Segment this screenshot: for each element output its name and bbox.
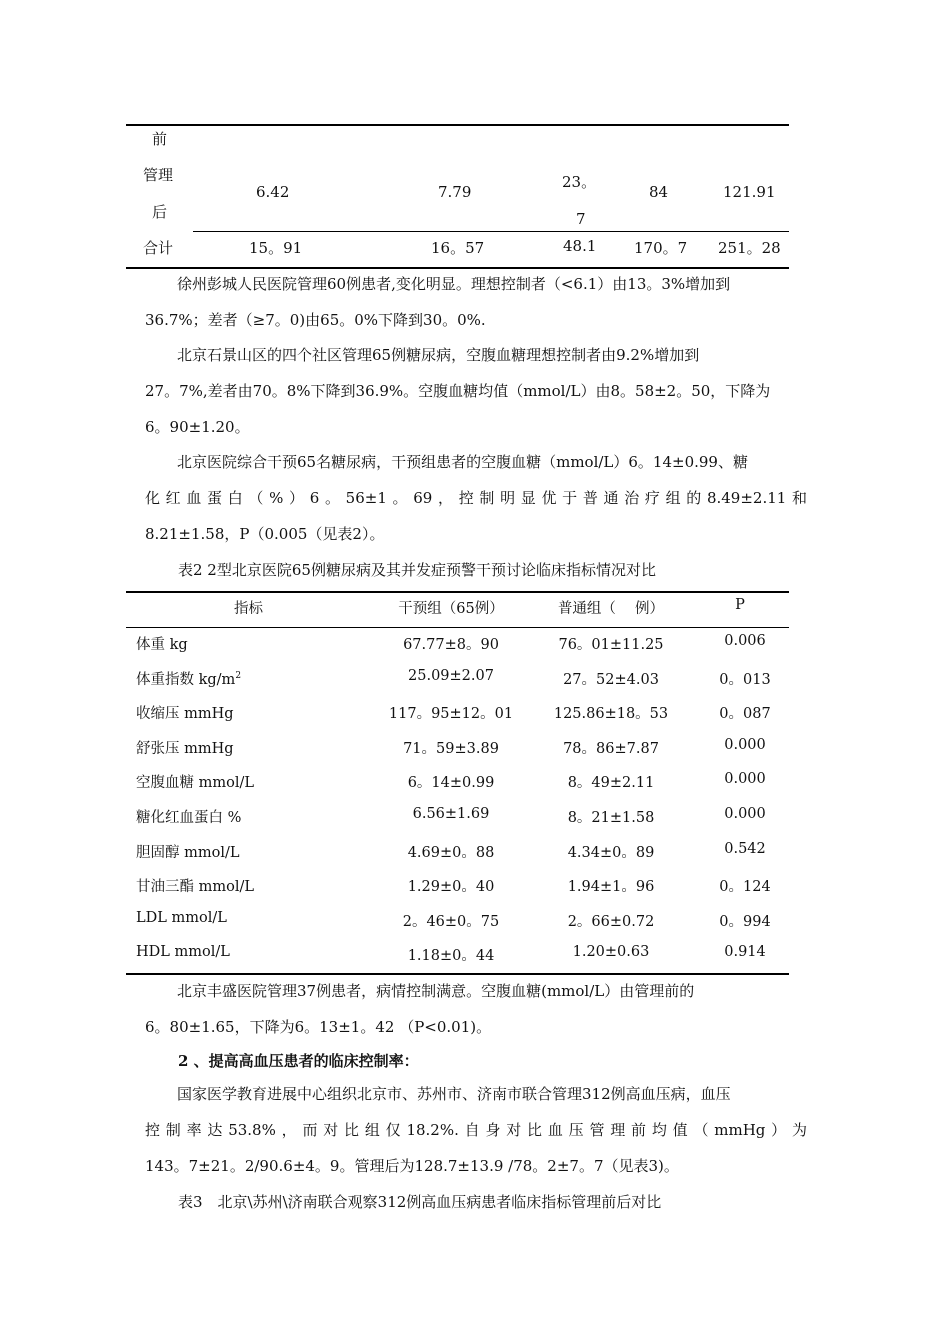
- table2-row-intervention-value: 4.69±0。88: [407, 844, 495, 861]
- paragraph-xuzhou: [145, 266, 807, 338]
- table2-row-superscript: 2: [235, 670, 242, 681]
- table2-row-indicator: HDL mmol/L: [136, 944, 230, 961]
- table2-row-p-value: 0.006: [724, 633, 766, 649]
- table2-row-p-value: 0.000: [724, 771, 766, 788]
- table2-row-normal-value: 76。01±11.25: [558, 637, 664, 653]
- table2-header-rule: [126, 627, 789, 628]
- table2-header-p: P: [735, 597, 745, 613]
- table2-row-indicator: 体重 kg: [136, 637, 188, 653]
- table1-split-value-part: 7: [576, 210, 586, 228]
- paragraph-line: 国家医学教育进展中心组织北京市、苏州市、济南市联合管理312例高血压病，血压: [177, 1085, 731, 1103]
- table2-row-indicator: 胆固醇 mmol/L: [136, 844, 240, 861]
- table1-top-rule: [126, 124, 789, 126]
- table1-after-col2: 7.79: [438, 183, 472, 201]
- table2-header-indicator: 指标: [234, 601, 263, 617]
- table1-total-col2: 16。57: [431, 239, 485, 257]
- table1-total-col3: 48.1: [563, 237, 597, 255]
- table2-row-normal-value: 27。52±4.03: [563, 671, 659, 688]
- paragraph-line: 化红血蛋白（%）6。56±1。69，控制明显优于普通治疗组的8.49±2.11和: [145, 489, 807, 507]
- table1-total-col5: 251。28: [718, 239, 781, 257]
- table2-row-intervention-value: 71。59±3.89: [403, 740, 499, 757]
- paragraph-line: 8.21±1.58，P（0.005（见表2）。: [145, 525, 385, 543]
- paragraph-national: [145, 1076, 807, 1184]
- table2-row-p-value: 0.000: [724, 736, 766, 753]
- table2-row-indicator: 空腹血糖 mmol/L: [136, 775, 254, 792]
- table2-header-normal: 普通组（ 例）: [557, 601, 665, 617]
- table2-row-p-value: 0。994: [719, 913, 771, 930]
- table1-after-col4: 84: [649, 183, 669, 201]
- table2-row-intervention-value: 2。46±0。75: [402, 913, 500, 930]
- table2-row-indicator: 收缩压 mmHg: [136, 706, 234, 723]
- table2-caption: 表2 2型北京医院65例糖尿病及其并发症预警干预讨论临床指标情况对比: [178, 561, 656, 579]
- paragraph-line: 6。80±1.65，下降为6。13±1。42 （P<0.01)。: [145, 1018, 492, 1036]
- table2-row-intervention-value: 25.09±2.07: [408, 667, 494, 684]
- table2-row-indicator: LDL mmol/L: [136, 909, 227, 926]
- table2-row-intervention-value: 6。14±0.99: [407, 775, 495, 792]
- table1-row-label-after-line2: 后: [152, 203, 168, 221]
- table1-split-value-part: 23。: [562, 173, 597, 191]
- table2-row-normal-value: 1.20±0.63: [572, 944, 650, 961]
- paragraph-line: 北京医院综合干预65名糖尿病，干预组患者的空腹血糖（mmol/L）6。14±0.99、糖: [177, 453, 748, 471]
- table2-row-normal-value: 8。21±1.58: [567, 810, 655, 826]
- table2-row-p-value: 0.000: [724, 806, 766, 822]
- table2-row-normal-value: 4.34±0。89: [567, 844, 655, 861]
- table2-row-intervention-value: 67.77±8。90: [403, 637, 499, 653]
- table1-after-col1: 6.42: [256, 183, 290, 201]
- table1-inner-rule: [193, 231, 789, 232]
- table2-row-p-value: 0.542: [724, 840, 766, 857]
- table2-row-normal-value: 8。49±2.11: [567, 775, 655, 792]
- table2-row-indicator: 糖化红血蛋白 %: [136, 810, 242, 826]
- table2-row-normal-value: 125.86±18。53: [553, 706, 669, 723]
- table2-row-p-value: 0.914: [724, 944, 766, 961]
- table2-row-indicator: 甘油三酯 mmol/L: [136, 879, 254, 896]
- table2-row-indicator: 体重指数 $kg/m^2$: [136, 670, 242, 688]
- paragraph-shijingshan: [145, 337, 807, 445]
- table1-after-col5: 121.91: [723, 183, 776, 201]
- table2-row-p-value: 0。124: [719, 879, 771, 896]
- table2-row-intervention-value: 117。95±12。01: [388, 706, 514, 723]
- table2-row-p-value: 0。087: [719, 706, 771, 723]
- table2-row-intervention-value: 1.29±0。40: [407, 879, 495, 896]
- table2-header-intervention: 干预组（65例）: [398, 601, 504, 617]
- paragraph-line: 36.7%；差者（≥7。0)由65。0%下降到30。0%.: [145, 311, 486, 329]
- table2-top-rule: [126, 591, 789, 593]
- paragraph-line: 27。7%,差者由70。8%下降到36.9%。空腹血糖均值（mmol/L）由8。58±2。50，下降为: [145, 382, 771, 400]
- table2-row-normal-value: 1.94±1。96: [567, 879, 655, 896]
- paragraph-line: 6。90±1.20。: [145, 418, 250, 436]
- table2-row-p-value: 0。013: [719, 671, 771, 688]
- table2-row-intervention-value: 6.56±1.69: [412, 806, 490, 822]
- table3-caption: 表3 北京\苏州\济南联合观察312例高血压病患者临床指标管理前后对比: [178, 1193, 662, 1211]
- table2-row-indicator: 舒张压 mmHg: [136, 740, 234, 757]
- paragraph-line: 控制率达53.8%，而对比组仅18.2%.自身对比血压管理前均值（mmHg）为: [145, 1121, 807, 1139]
- paragraph-line: 北京丰盛医院管理37例患者，病情控制满意。空腹血糖(mmol/L）由管理前的: [177, 982, 695, 1000]
- table1-after-col3: [562, 164, 598, 238]
- table1-row-label-before: 前: [152, 130, 168, 148]
- table2-row-normal-value: 78。86±7.87: [563, 740, 659, 757]
- paragraph-line: 徐州彭城人民医院管理60例患者,变化明显。理想控制者（<6.1）由13。3%增加到: [177, 275, 731, 293]
- paragraph-fengsheng: [145, 973, 807, 1045]
- paragraph-line: 北京石景山区的四个社区管理65例糖尿病，空腹血糖理想控制者由9.2%增加到: [177, 346, 700, 364]
- table2-row-normal-value: 2。66±0.72: [567, 913, 655, 930]
- section-2-heading: 2 、提高高血压患者的临床控制率：: [178, 1052, 419, 1070]
- paragraph-beijing-hospital: [145, 444, 807, 552]
- table2-row-intervention-value: 1.18±0。44: [407, 948, 495, 965]
- table1-total-col1: 15。91: [249, 239, 303, 257]
- paragraph-line: 143。7±21。2/90.6±4。9。管理后为128.7±13.9 /78。2±7。7（见表3)。: [145, 1157, 679, 1175]
- table1-row-label-total: 合计: [143, 239, 174, 257]
- table1-row-label-after-line1: 管理: [143, 166, 174, 184]
- table1-total-col4: 170。7: [634, 239, 688, 257]
